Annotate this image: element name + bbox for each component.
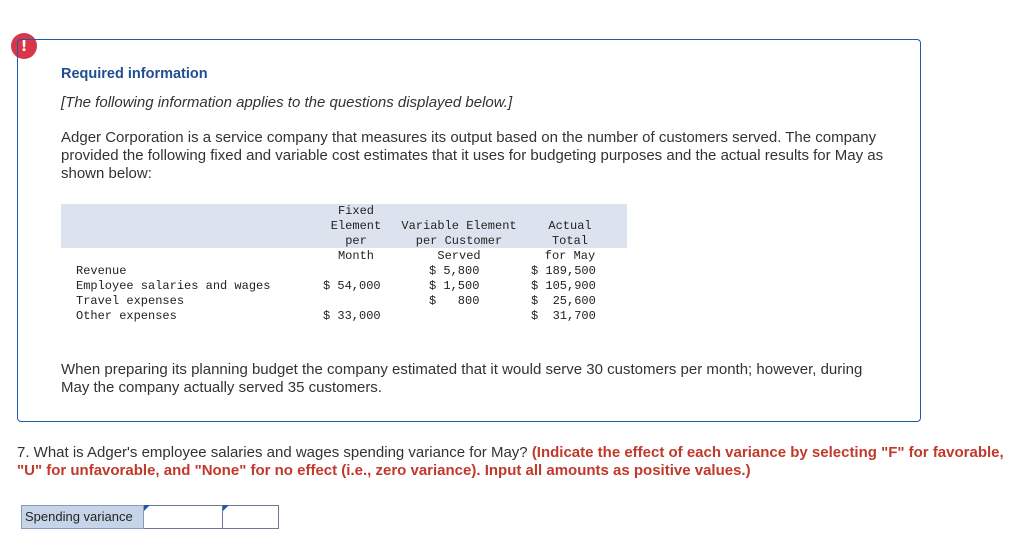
header-variable-line: per Customer [415, 234, 503, 248]
header-fixed-line: Element [330, 219, 382, 233]
required-information-panel [17, 39, 921, 422]
question-7 [17, 444, 1017, 480]
cell-actual: $ 31,700 [531, 309, 596, 323]
header-actual-line: Actual [548, 219, 592, 233]
alert-icon: ! [11, 33, 37, 59]
cell-actual: $ 105,900 [531, 279, 596, 293]
cost-estimates-table [61, 204, 627, 325]
cell-variable: $ 1,500 [429, 279, 480, 293]
row-label-other-expenses: Other expenses [76, 309, 177, 323]
header-variable-line: Served [437, 249, 481, 263]
cell-variable: $ 5,800 [429, 264, 480, 278]
intro-paragraph: Adger Corporation is a service company that measures its output based on the number of customers served. The company provided the following fixed and variable cost estimates that it uses for budgeting purposes and the actual results for May as shown below: [61, 129, 884, 182]
header-variable-element [394, 219, 524, 264]
required-information-title: Required information [61, 66, 208, 82]
cell-actual: $ 25,600 [531, 294, 596, 308]
cell-fixed: $ 33,000 [323, 309, 381, 323]
header-fixed-line: Fixed [337, 204, 374, 218]
header-actual-line: Total [551, 234, 588, 248]
spending-variance-amount-input[interactable] [144, 505, 223, 529]
spending-variance-effect-select[interactable] [223, 505, 279, 529]
header-fixed-line: Month [337, 249, 374, 263]
cell-actual: $ 189,500 [531, 264, 596, 278]
header-actual-total [535, 219, 605, 264]
header-actual-line: for May [544, 249, 596, 263]
spending-variance-row [21, 505, 279, 529]
cell-variable: $ 800 [429, 294, 480, 308]
row-label-revenue: Revenue [76, 264, 127, 278]
question-instruction: (Indicate the effect of each variance by selecting "F" for favorable, "U" for unfavorable, and "None" for no effect (i.e., zero variance). Input all amounts as positive values.) [17, 444, 1004, 479]
cell-fixed: $ 54,000 [323, 279, 381, 293]
header-fixed-element [326, 204, 386, 264]
header-fixed-line: per [345, 234, 367, 248]
row-label-travel-expenses: Travel expenses [76, 294, 185, 308]
question-text: 7. What is Adger's employee salaries and wages spending variance for May? [17, 444, 532, 461]
spending-variance-label: Spending variance [21, 505, 144, 529]
row-label-employee-salaries: Employee salaries and wages [76, 279, 271, 293]
info-note: [The following information applies to the questions displayed below.] [61, 94, 513, 111]
closing-paragraph: When preparing its planning budget the company estimated that it would serve 30 customers per month; however, during May the company actually served 35 customers. [61, 361, 863, 396]
header-variable-line: Variable Element [401, 219, 517, 233]
